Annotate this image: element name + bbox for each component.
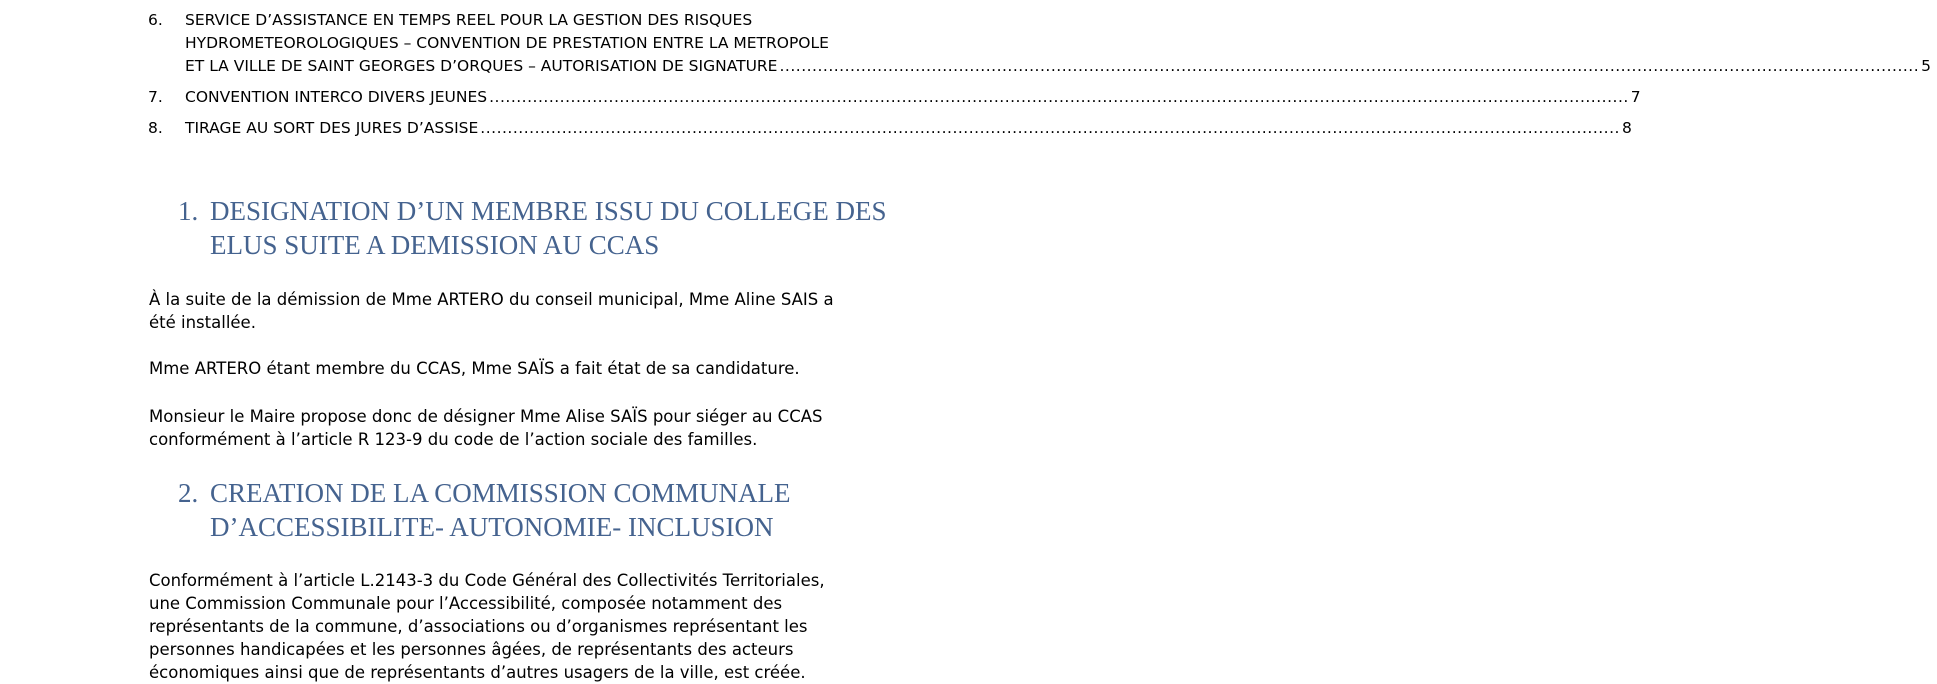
paragraph <box>149 569 895 684</box>
paragraph <box>149 288 895 334</box>
section-heading <box>178 194 898 262</box>
paragraph-line: une Commission Communale pour l’Accessibilité, composée notamment des <box>149 594 783 613</box>
toc-page-number: 5 <box>1921 57 1932 75</box>
section-number: 1. <box>178 196 199 226</box>
paragraph-line: personnes handicapées et les personnes âgées, de représentants des acteurs <box>149 640 794 659</box>
section-title-line: D’ACCESSIBILITE- AUTONOMIE- INCLUSION <box>210 512 774 542</box>
paragraph-line: été installée. <box>149 313 256 332</box>
paragraph-line: Mme ARTERO étant membre du CCAS, Mme SAÏS a fait état de sa candidature. <box>149 359 800 378</box>
paragraph-line: À la suite de la démission de Mme ARTERO du conseil municipal, Mme Aline SAIS a <box>149 290 834 309</box>
toc-entry-number: 6. <box>148 11 163 29</box>
paragraph-line: conformément à l’article R 123-9 du code de l’action sociale des familles. <box>149 430 758 449</box>
toc-entry-title-line: SERVICE D’ASSISTANCE EN TEMPS REEL POUR LA GESTION DES RISQUES <box>185 11 753 29</box>
toc-dot-leader <box>489 86 1629 109</box>
toc-entry-title-line: CONVENTION INTERCO DIVERS JEUNES <box>185 88 488 106</box>
toc-entry[interactable] <box>148 86 1641 109</box>
paragraph-line: Monsieur le Maire propose donc de désigner Mme Alise SAÏS pour siéger au CCAS <box>149 407 823 426</box>
toc-entry-title-line: TIRAGE AU SORT DES JURES D’ASSISE <box>185 119 479 137</box>
paragraph-line: économiques ainsi que de représentants d’autres usagers de la ville, est créée. <box>149 663 806 682</box>
section-title-line: CREATION DE LA COMMISSION COMMUNALE <box>210 478 791 508</box>
toc-entry[interactable] <box>148 9 1932 78</box>
section-number: 2. <box>178 478 199 508</box>
toc-page-number: 8 <box>1621 119 1632 137</box>
toc-entry-number: 8. <box>148 119 163 137</box>
section-title-line: DESIGNATION D’UN MEMBRE ISSU DU COLLEGE DES <box>210 196 887 226</box>
paragraph <box>149 357 895 380</box>
toc-entry-title-line: ET LA VILLE DE SAINT GEORGES D’ORQUES – AUTORISATION DE SIGNATURE <box>185 57 778 75</box>
toc-entry-title-line: HYDROMETEOROLOGIQUES – CONVENTION DE PRESTATION ENTRE LA METROPOLE <box>185 34 829 52</box>
toc-page-number: 7 <box>1630 88 1641 106</box>
section-title-line: ELUS SUITE A DEMISSION AU CCAS <box>210 230 660 260</box>
toc-entry[interactable] <box>148 117 1632 140</box>
toc-dot-leader <box>779 55 1919 78</box>
paragraph-line: Conformément à l’article L.2143-3 du Code Général des Collectivités Territoriales, <box>149 571 825 590</box>
paragraph-line: représentants de la commune, d’associations ou d’organismes représentant les <box>149 617 808 636</box>
toc-dot-leader <box>480 117 1620 140</box>
table-of-contents <box>148 9 1932 148</box>
toc-entry-number: 7. <box>148 88 163 106</box>
section-heading <box>178 476 898 544</box>
paragraph <box>149 405 895 451</box>
